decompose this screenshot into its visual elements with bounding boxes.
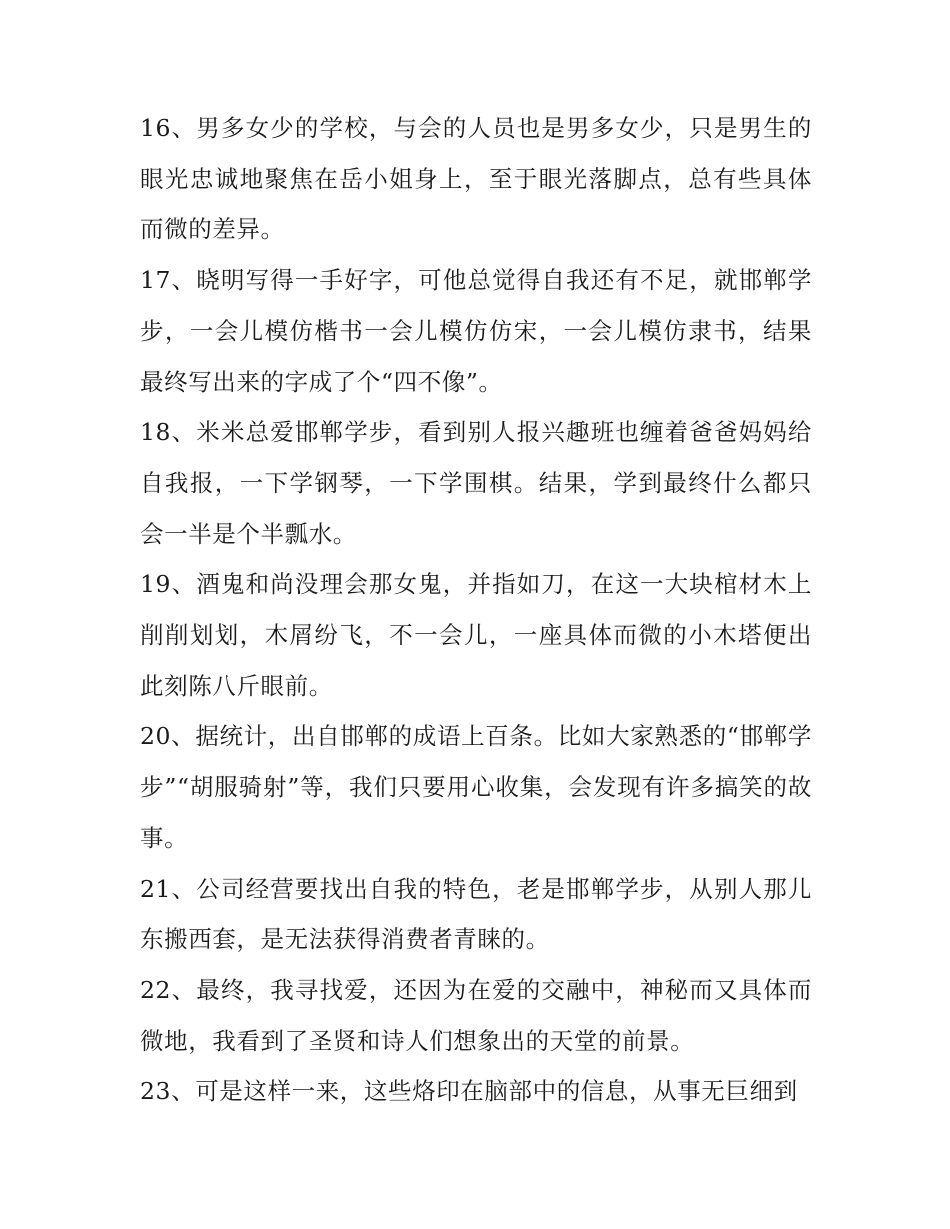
paragraph-23: 23、可是这样一来，这些烙印在脑部中的信息，从事无巨细到 <box>140 1077 798 1106</box>
paragraph-19: 19、酒鬼和尚没理会那女鬼，并指如刀，在这一大块棺材木上削削划划，木屑纷飞，不一会儿，一座具体而微的小木塔便出此刻陈八斤眼前。 <box>140 570 812 700</box>
paragraph-18: 18、米米总爱邯郸学步，看到别人报兴趣班也缠着爸爸妈妈给自我报，一下学钢琴，一下学围棋。结果，学到最终什么都只会一半是个半瓢水。 <box>140 418 812 548</box>
paragraph-20: 20、据统计，出自邯郸的成语上百条。比如大家熟悉的“邯郸学步”“胡服骑射”等，我们只要用心收集，会发现有许多搞笑的故事。 <box>140 722 812 852</box>
paragraph-22: 22、最终，我寻找爱，还因为在爱的交融中，神秘而又具体而微地，我看到了圣贤和诗人们想象出的天堂的前景。 <box>140 975 812 1055</box>
document-body <box>140 103 812 1117</box>
paragraph-21: 21、公司经营要找出自我的特色，老是邯郸学步，从别人那儿东搬西套，是无法获得消费者青睐的。 <box>140 874 812 954</box>
paragraph-16: 16、男多女少的学校，与会的人员也是男多女少，只是男生的眼光忠诚地聚焦在岳小姐身上，至于眼光落脚点，总有些具体而微的差异。 <box>140 114 812 244</box>
paragraph-17: 17、晓明写得一手好字，可他总觉得自我还有不足，就邯郸学步，一会儿模仿楷书一会儿模仿仿宋，一会儿模仿隶书，结果最终写出来的字成了个“四不像”。 <box>140 266 812 396</box>
